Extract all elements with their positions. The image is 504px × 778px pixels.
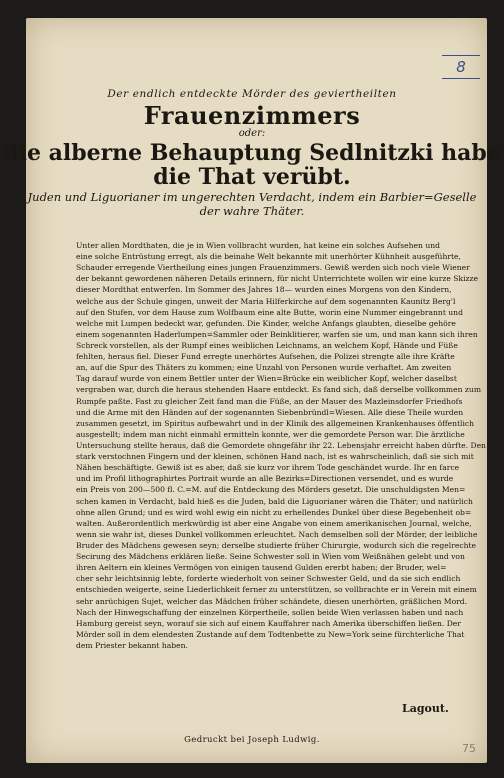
heading-oder: oder:	[238, 128, 266, 139]
body-line: Hamburg gereist seyn, worauf sie sich auf einem Kauffahrer nach Amerika überschiffen ließen. Der	[76, 618, 461, 628]
body-line: cher sehr leichtsinnig lebte, forderte wiederholt von seiner Schwester Geld, und da sie sich endlich	[76, 574, 461, 584]
body-line: welche mit Lumpen bedeckt war, gefunden. Die Kinder, welche Anfangs glaubten, dieselbe gehöre	[76, 318, 456, 328]
body-line: Tag darauf wurde von einem Bettler unter der Wien=Brücke ein weiblicher Kopf, welcher daselbst	[76, 374, 457, 384]
body-line: ausgestellt; indem man nicht einmahl ermitteln konnte, wer die gemordete Person war. Die ärztliche	[76, 429, 465, 439]
margin-pencil-mark: 75	[462, 742, 476, 755]
body-line: ohne allen Grund; und es wird wohl ewig ein nicht zu erhellendes Dunkel über diese Begebenheit ob=	[76, 507, 472, 517]
archive-number-mark: 8	[442, 55, 480, 79]
body-line: Nach der Hinwegschaffung der einzelnen Körpertheile, sollen beide Wien verlassen haben und nach	[76, 607, 464, 617]
body-line: dem Priester bekannt haben.	[76, 640, 188, 650]
body-line: und die Arme mit den Händen auf der sogenannten Siebenbründl=Wiesen. Alle diese Theile wurden	[76, 407, 464, 417]
body-line: ihren Aeltern ein kleines Vermögen von einigen tausend Gulden ererbt haben; der Bruder, wel=	[76, 563, 447, 573]
body-line: Secirung des Mädchens erklären ließe. Seine Schwester soll in Wien vom Weißnähen gelebt und von	[76, 552, 465, 562]
body-line: dieser Mordthat entwerfen. Im Sommer des Jahres 18— wurden eines Morgens von den Kindern,	[76, 285, 452, 295]
heading-subtitle-line-b: der wahre Thäter.	[199, 204, 305, 218]
body-line: Untersuchung stellte heraus, daß die Gemordete ohngefähr ihr 22. Lebensjahr erreicht haben dürfte. Den	[76, 440, 486, 450]
body-line: stark verstochnen Fingern und der kleinen, schönen Hand nach, ist es wahrscheinlich, daß sie sich mit	[76, 452, 474, 462]
body-line: auf den Stufen, vor dem Hause zum Wolfbaum eine alte Butte, worin eine Nummer eingebrannt und	[76, 307, 463, 317]
heading-claim	[0, 141, 504, 189]
heading-claim-line-a: die alberne Behauptung Sedlnitzki habe	[3, 140, 501, 166]
body-line: fehlten, heraus fiel. Dieser Fund erregte unerhörtes Aufsehen, die Polizei strengte alle ihre Kräfte	[76, 352, 455, 362]
body-line: einem sogenannten Haderlumpen=Sammler oder Beinklitierer, warfen sie um, und man kann sich ihren	[76, 329, 478, 339]
body-line: Rumpfe paßte. Fast zu gleicher Zeit fand man die Füße, an der Mauer des Mazleinsdorfer Friedhofs	[76, 396, 463, 406]
body-line: welche aus der Schule gingen, unweit der Maria Hilferkirche auf dem sogenannten Kaunitz Berg'l	[76, 296, 456, 306]
body-line: Unter allen Mordthaten, die je in Wien vollbracht wurden, hat keine ein solches Aufsehen und	[76, 241, 440, 250]
body-line: Mörder soll in dem elendesten Zustande auf dem Todtenbette zu New=York seine fürchterliche That	[76, 629, 465, 639]
body-line: Schreck vorstellen, als der Rumpf eines weiblichen Leichnams, an welchem Kopf, Hände und Füße	[76, 340, 458, 350]
body-line: sehr anrüchigen Sujet, welcher das Mädchen früher schändete, diesen unerhörten, gräßlichen Mord.	[76, 596, 468, 606]
body-line: entschieden weigerte, seine Liederlichkeit ferner zu unterstützen, so vollbrachte er in Verein mit einem	[76, 585, 477, 595]
body-line: an, auf die Spur des Thäters zu kommen; eine Unzahl von Personen wurde verhaftet. Am zweiten	[76, 363, 452, 373]
heading-title: Frauenzimmers	[143, 101, 361, 130]
body-line: schen kamen in Verdacht, bald hieß es die Juden, bald die Liguorianer wären die Thäter; und natürlich	[76, 496, 473, 506]
heading-subtitle	[0, 190, 504, 218]
body-line: eine solche Entrüstung erregt, als die beinahe Welt bekannte mit unerhörter Kühnheit ausgeführte,	[76, 252, 461, 262]
body-line: und im Profil lithographirtes Portrait wurde an alle Bezirks=Directionen versendet, und es wurde	[76, 474, 454, 484]
body-line: vergraben war, durch die heraus stehenden Haare entdeckt. Es fand sich, daß derselbe vollkommen zum	[76, 385, 482, 395]
body-line: ein Preis von 200—500 fl. C.=M. auf die Entdeckung des Mörders gesetzt. Die unschuldigsten Men=	[76, 485, 466, 495]
heading-line-1: Der endlich entdeckte Mörder des geviertheilten	[107, 88, 397, 100]
signature: Lagout.	[402, 702, 449, 715]
body-line: Bruder des Mädchens gewesen seyn; derselbe studierte früher Chirurgie, wodurch sich die regelrechte	[76, 540, 477, 550]
body-line: zusammen gesetzt, im Spiritus aufbewahrt und in der Klinik des allgemeinen Krankenhauses öffentlich	[76, 418, 475, 428]
body-line: wenn sie wahr ist, dieses Dunkel vollkommen erleuchtet. Nach demselben soll der Mörder, der leibliche	[76, 529, 478, 539]
printer-imprint: Gedruckt bei Joseph Ludwig.	[184, 735, 320, 745]
body-line: Schauder erregende Viertheilung eines jungen Frauenzimmers. Gewiß werden sich noch viele Wiener	[76, 263, 470, 273]
body-line: der bekannt gewordenen näheren Details erinnern, für nicht Unterrichtete wollen wir eine kurze Skizze	[76, 274, 478, 284]
heading-subtitle-line-a: Juden und Liguorianer im ungerechten Verdacht, indem ein Barbier=Geselle	[27, 190, 477, 204]
heading-claim-line-b: die That verübt.	[153, 164, 351, 190]
body-paragraph	[76, 240, 486, 651]
body-line: walten. Außerordentlich merkwürdig ist aber eine Angabe von einem amerikanischen Journal, welche,	[76, 518, 472, 528]
body-line: Nähen beschäftigte. Gewiß ist es aber, daß sie kurz vor ihrem Tode geschändet wurde. Ihr en farce	[76, 463, 460, 473]
